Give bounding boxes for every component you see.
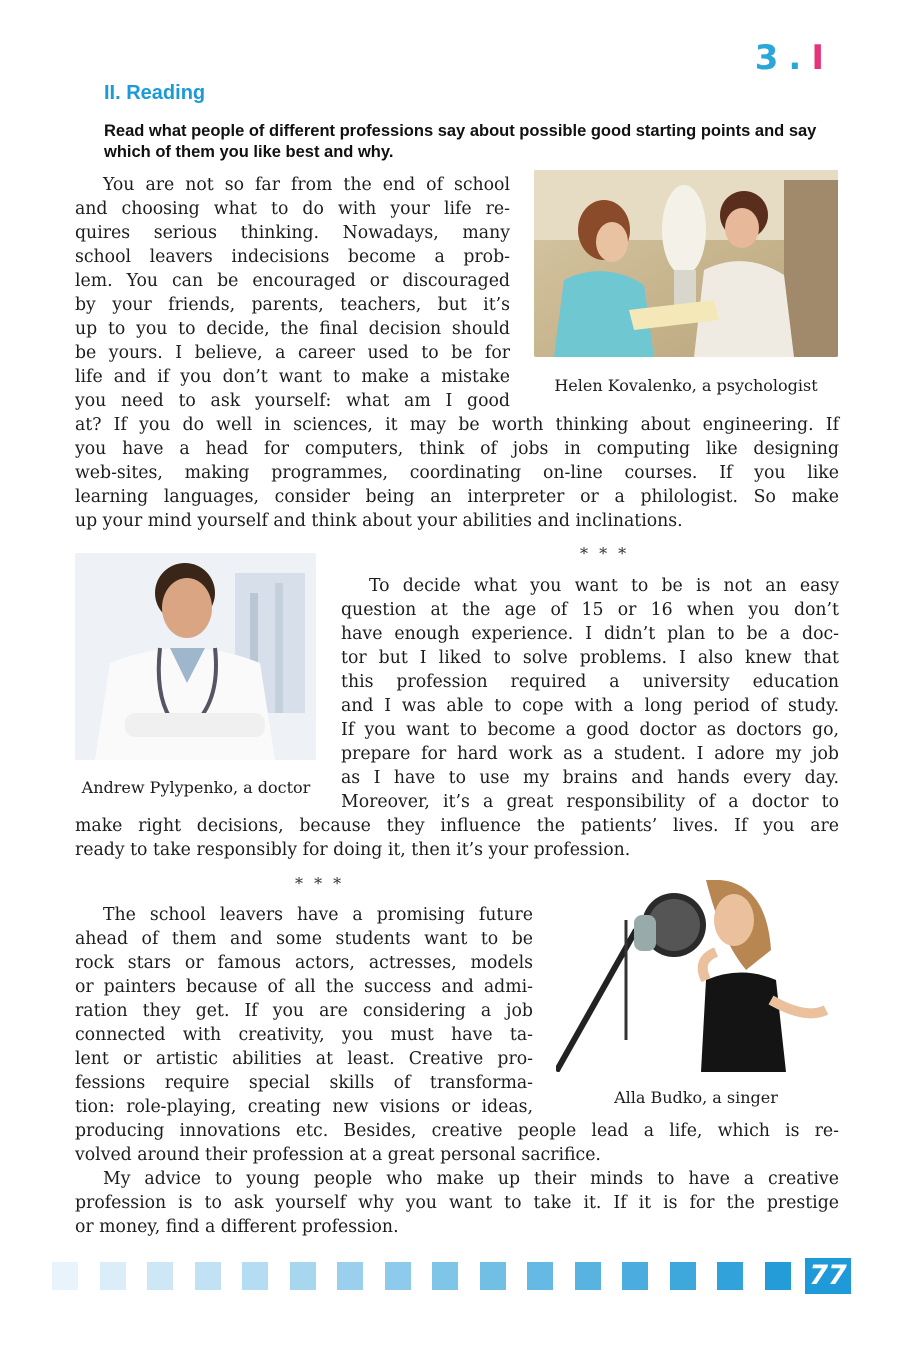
text-line: question at the age of 15 or 16 when you don’t	[341, 600, 839, 620]
unit-number: 3.I	[754, 38, 834, 78]
text-line: you have a head for computers, think of jobs in computing like designing	[75, 439, 839, 459]
text-line: ahead of them and some students want to be	[75, 929, 533, 949]
footer-square	[52, 1262, 78, 1290]
text-block-doctor-wide	[75, 814, 839, 862]
text-line: lem. You can be encouraged or discouraged	[75, 271, 510, 291]
photo-singer	[556, 880, 836, 1072]
text-line: producing innovations etc. Besides, creative people lead a life, which is re-	[75, 1121, 839, 1141]
text-line: this profession required a university education	[341, 672, 839, 692]
text-line: or painters because of all the success and admi-	[75, 977, 533, 997]
text-line: lent or artistic abilities at least. Creative pro-	[75, 1049, 533, 1069]
text-block-singer	[75, 903, 533, 1119]
text-line: ready to take responsibly for doing it, then it’s your profession.	[75, 840, 631, 860]
caption-doctor: Andrew Pylypenko, a doctor	[81, 778, 311, 797]
text-block-psychologist	[75, 173, 510, 413]
text-line: prepare for hard work as a student. I adore my job	[341, 744, 839, 764]
text-block-doctor	[341, 574, 839, 814]
text-line: web-sites, making programmes, coordinating on-line courses. If you like	[75, 463, 839, 483]
text-line: or money, find a different profession.	[75, 1217, 399, 1237]
text-line: have enough experience. I didn’t plan to be a doc-	[341, 624, 839, 644]
footer-square	[575, 1262, 601, 1290]
footer-square	[432, 1262, 458, 1290]
footer-square	[242, 1262, 268, 1290]
text-line: you need to ask yourself: what am I good	[75, 391, 510, 411]
text-line: as I have to use my brains and hands every day.	[341, 768, 839, 788]
text-line: be yours. I believe, a career used to be for	[75, 343, 510, 363]
footer-square	[337, 1262, 363, 1290]
text-line: If you want to become a good doctor as doctors go,	[341, 720, 839, 740]
footer-square	[147, 1262, 173, 1290]
section-divider-2: * * *	[295, 874, 345, 893]
text-line: at? If you do well in sciences, it may be worth thinking about engineering. If	[75, 415, 839, 435]
footer-square	[195, 1262, 221, 1290]
text-line: school leavers indecisions become a prob-	[75, 247, 510, 267]
text-line: up your mind yourself and think about your abilities and inclinations.	[75, 511, 683, 531]
text-line: rock stars or famous actors, actresses, models	[75, 953, 533, 973]
caption-singer: Alla Budko, a singer	[614, 1088, 778, 1107]
text-line: To decide what you want to be is not an easy	[369, 576, 839, 596]
section-divider: * * *	[580, 544, 630, 563]
text-line: tor but I liked to solve problems. I also knew that	[341, 648, 839, 668]
text-line: make right decisions, because they influence the patients’ lives. If you are	[75, 816, 839, 836]
text-line: up to you to decide, the final decision should	[75, 319, 510, 339]
footer-square	[100, 1262, 126, 1290]
footer-square	[290, 1262, 316, 1290]
text-line: life and if you don’t want to make a mistake	[75, 367, 510, 387]
footer-square	[480, 1262, 506, 1290]
photo-psychologist	[534, 170, 838, 357]
text-line: by your friends, parents, teachers, but it’s	[75, 295, 510, 315]
text-line: profession is to ask yourself why you want to take it. If it is for the prestige	[75, 1193, 839, 1213]
text-line: and I was able to cope with a long period of study.	[341, 696, 839, 716]
text-line: tion: role-playing, creating new visions or ideas,	[75, 1097, 533, 1117]
task-instruction: Read what people of different professions say about possible good starting points and say which of them you like best and why.	[104, 122, 817, 161]
section-heading: II. Reading	[104, 82, 206, 104]
text-line: fessions require special skills of transforma-	[75, 1073, 533, 1093]
text-line: volved around their profession at a great personal sacrifice.	[75, 1145, 601, 1165]
text-line: ration they get. If you are considering a job	[75, 1001, 533, 1021]
footer-square	[670, 1262, 696, 1290]
page-number: 77	[805, 1258, 851, 1294]
text-line: connected with creativity, you must have ta-	[75, 1025, 533, 1045]
text-line: and choosing what to do with your life re-	[75, 199, 510, 219]
text-line: My advice to young people who make up their minds to have a creative	[103, 1169, 839, 1189]
footer-square	[527, 1262, 553, 1290]
footer-square	[385, 1262, 411, 1290]
photo-doctor	[75, 553, 316, 760]
footer-square	[717, 1262, 743, 1290]
text-block-singer-wide	[75, 1119, 839, 1167]
text-block-psychologist-wide	[75, 413, 839, 533]
footer-square	[765, 1262, 791, 1290]
text-line: The school leavers have a promising future	[103, 905, 533, 925]
text-line: learning languages, consider being an interpreter or a philologist. So make	[75, 487, 839, 507]
footer-square	[622, 1262, 648, 1290]
text-line: You are not so far from the end of school	[103, 175, 510, 195]
footer-decoration-strip	[52, 1262, 812, 1290]
caption-psychologist: Helen Kovalenko, a psychologist	[554, 376, 818, 395]
text-block-advice	[75, 1167, 839, 1239]
text-line: Moreover, it’s a great responsibility of a doctor to	[341, 792, 839, 812]
text-line: quires serious thinking. Nowadays, many	[75, 223, 510, 243]
